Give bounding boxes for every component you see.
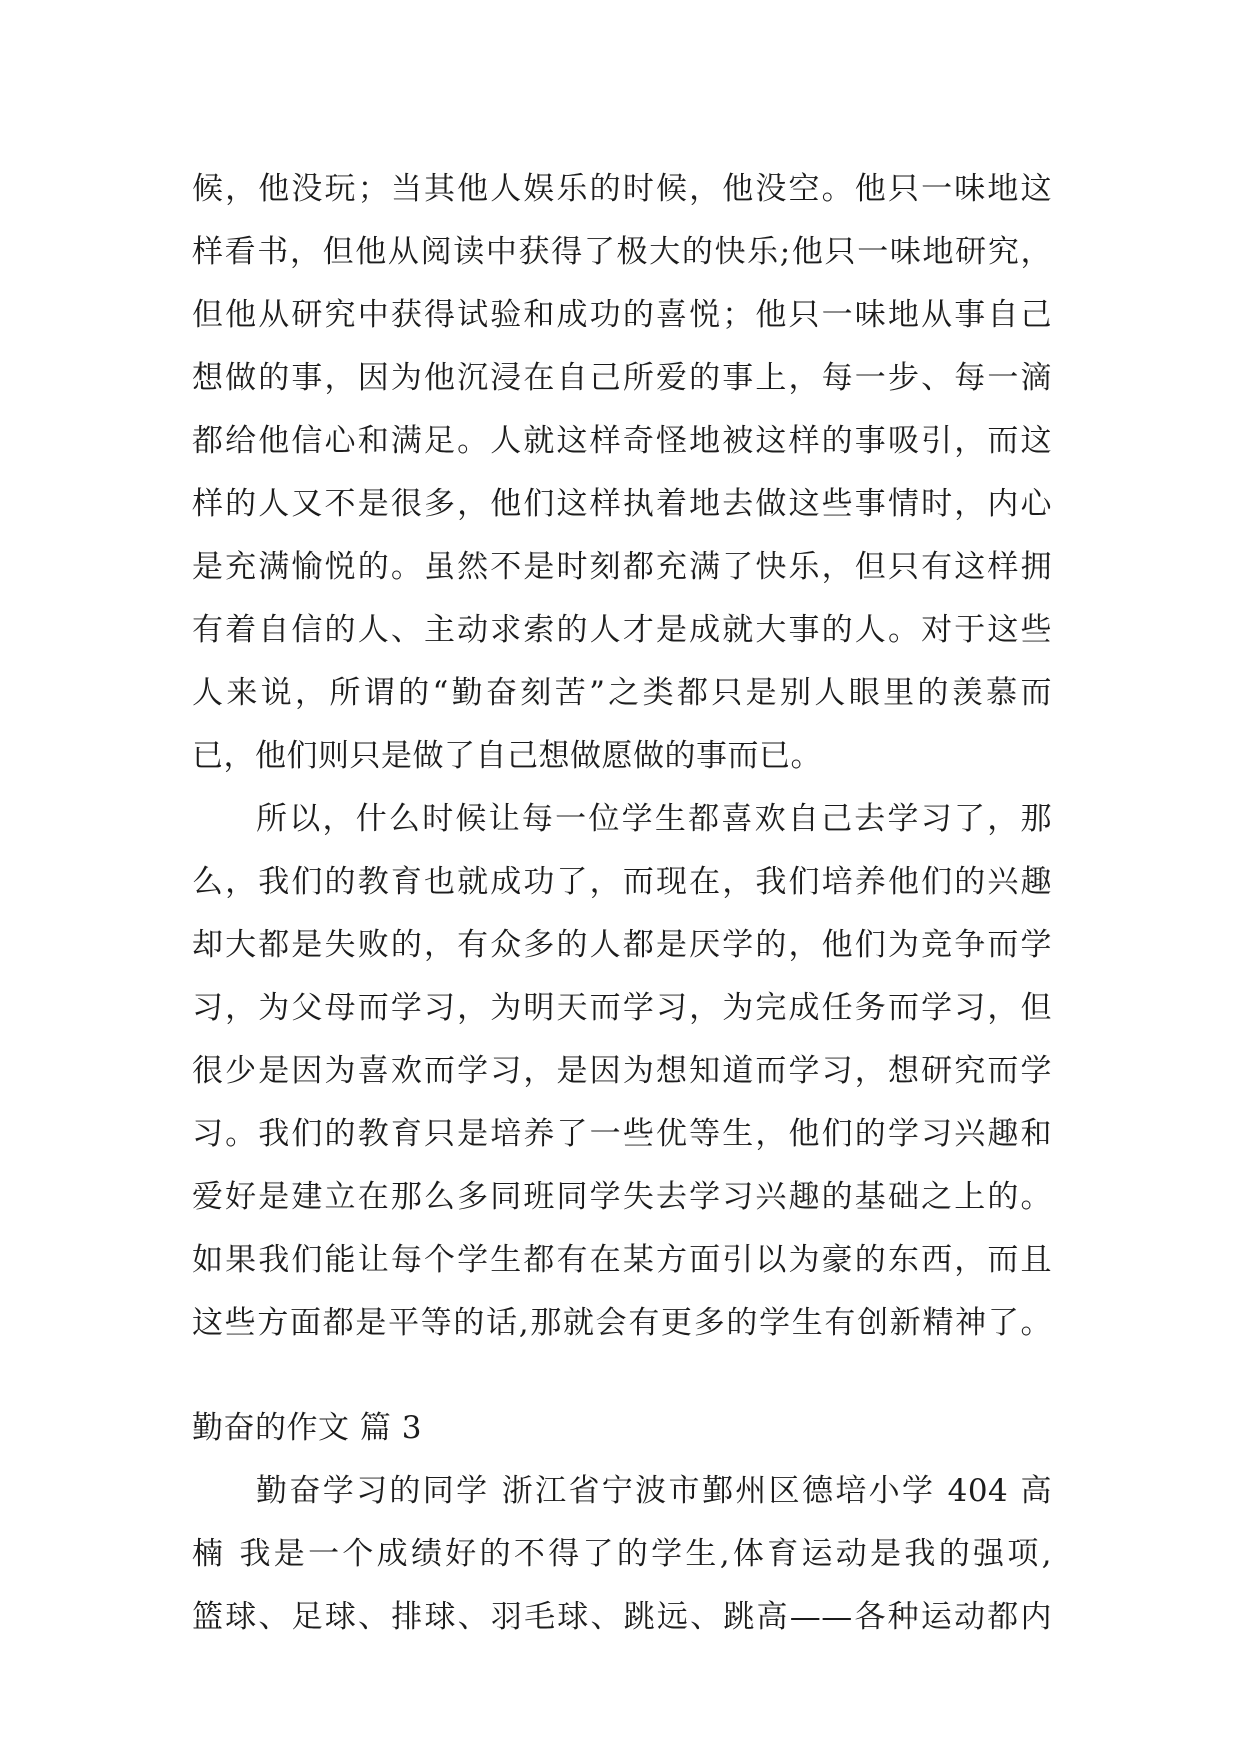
paragraph-essay-3 <box>192 1460 1052 1649</box>
text-line: 么，我们的教育也就成功了，而现在，我们培养他们的兴趣 <box>192 864 1052 900</box>
text-line: 样的人又不是很多，他们这样执着地去做这些事情时，内心 <box>192 486 1052 522</box>
text-line: 习，为父母而学习，为明天而学习，为完成任务而学习，但 <box>192 990 1052 1026</box>
text-line: 候，他没玩；当其他人娱乐的时候，他没空。他只一味地这 <box>192 171 1052 207</box>
text-line: 如果我们能让每个学生都有在某方面引以为豪的东西，而且 <box>192 1242 1052 1278</box>
text-line: 很少是因为喜欢而学习，是因为想知道而学习，想研究而学 <box>192 1053 1052 1089</box>
text-line: 人来说，所谓的“勤奋刻苦”之类都只是别人眼里的羡慕而 <box>192 675 1052 711</box>
text-line: 篮球、足球、排球、羽毛球、跳远、跳高——各种运动都内 <box>192 1599 1052 1635</box>
section-heading: 勤奋的作文 篇 3 <box>192 1410 422 1446</box>
text-line: 是充满愉悦的。虽然不是时刻都充满了快乐，但只有这样拥 <box>192 549 1052 585</box>
text-line: 却大都是失败的，有众多的人都是厌学的，他们为竞争而学 <box>192 927 1052 963</box>
section-spacer <box>192 1355 1052 1397</box>
text-line: 爱好是建立在那么多同班同学失去学习兴趣的基础之上的。 <box>192 1179 1052 1215</box>
text-line: 想做的事，因为他沉浸在自己所爱的事上，每一步、每一滴 <box>192 360 1052 396</box>
text-line: 所以，什么时候让每一位学生都喜欢自己去学习了，那 <box>256 801 1052 837</box>
text-line: 已，他们则只是做了自己想做愿做的事而已。 <box>192 738 822 774</box>
text-line: 这些方面都是平等的话,那就会有更多的学生有创新精神了。 <box>192 1305 1052 1341</box>
paragraph-education <box>192 788 1052 1355</box>
document-page <box>192 158 1052 1649</box>
text-line: 都给他信心和满足。人就这样奇怪地被这样的事吸引，而这 <box>192 423 1052 459</box>
text-line: 样看书，但他从阅读中获得了极大的快乐;他只一味地研究， <box>192 234 1052 270</box>
text-line: 但他从研究中获得试验和成功的喜悦；他只一味地从事自己 <box>192 297 1052 333</box>
paragraph-continued <box>192 158 1052 788</box>
text-line: 有着自信的人、主动求索的人才是成就大事的人。对于这些 <box>192 612 1052 648</box>
text-line: 楠 我是一个成绩好的不得了的学生,体育运动是我的强项, <box>192 1536 1052 1572</box>
text-line: 习。我们的教育只是培养了一些优等生，他们的学习兴趣和 <box>192 1116 1052 1152</box>
text-line: 勤奋学习的同学 浙江省宁波市鄞州区德培小学 404 高 <box>256 1473 1052 1509</box>
